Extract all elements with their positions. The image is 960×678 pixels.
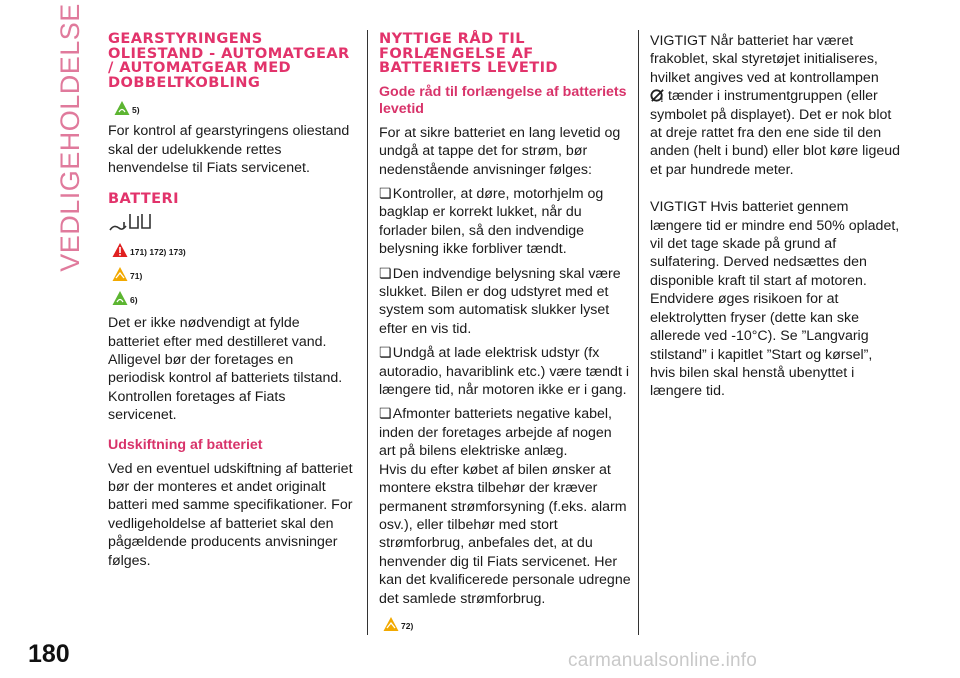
- paragraph-steering-init: [650, 32, 900, 179]
- bullet-doors-closed: ❏ Kontroller, at døre, motorhjelm og bagklap er korrekt lukket, når du forlader bilen, så den indvendige belysning ikke forbliver tændt.: [379, 185, 631, 259]
- heading-gear-oil: GEARSTYRINGENS OLIESTAND - AUTOMATGEAR / AUTOMATGEAR MED DOBBELTKOBLING: [108, 30, 350, 91]
- paragraph-steering-init-start: VIGTIGT Når batteriet har været frakoblet, skal styretøjet initialiseres, hvilket angives ved at kontrollampen: [650, 33, 879, 86]
- paragraph-extra-accessories: Hvis du efter købet af bilen ønsker at montere ekstra tilbehør der kræver permanent strømforsyning (f.eks. alarm osv.), eller tilbehør med stort strømforbrug, anbefales det, at du henvender dig til Fiats servicenet. Her kan det kvalificerede personale udregne det samlede strømforbrug.: [379, 461, 631, 607]
- steering-warning-icon: [650, 88, 665, 103]
- warning-row-green-1: [114, 94, 354, 116]
- environment-warning-icon: [112, 290, 128, 306]
- column-3: [650, 32, 900, 401]
- watermark: carmanualsonline.info: [568, 650, 758, 671]
- caution-warning-icon: [112, 266, 128, 282]
- paragraph-gear-oil: For kontrol af gearstyringens oliestand skal der udelukkende rettes henvendelse til Fiats servicenet.: [108, 123, 350, 177]
- column-divider-1: [367, 30, 368, 635]
- subheading-battery-replacement: Udskiftning af batteriet: [108, 436, 263, 453]
- paragraph-steering-init-end: tænder i instrumentgruppen (eller symbolet på displayet). Det er nok blot at dreje rattet fra den ene side til den anden (helt i bund) eller blot køre ligeud et par hundrede meter.: [650, 88, 901, 178]
- paragraph-battery-replacement: Ved en eventuel udskiftning af batteriet bør der monteres et andet originalt batteri med samme specifikationer. For vedligeholdelse af batteriet skal den pågældende producents anvisninger følges.: [108, 460, 353, 569]
- bullet-negative-cable: ❏ Afmonter batteriets negative kabel, inden der foretages arbejde af nogen art på bilens elektriske anlæg.: [379, 405, 631, 460]
- caution-warning-icon: [383, 616, 399, 632]
- warning-row-green-2: [112, 284, 354, 306]
- paragraph-intro: For at sikre batteriet en lang levetid og undgå at tappe det for strøm, bør nedenstående anvisninger følges:: [379, 124, 621, 178]
- battery-symbol: [108, 212, 354, 236]
- danger-warning-icon: [112, 242, 128, 258]
- warning-row-orange: [383, 610, 631, 632]
- paragraph-battery-charge-level: VIGTIGT Hvis batteriet gennem længere tid er mindre end 50% opladet, vil det tage skade på grund af sulfatering. Derved nedsættes den disponible kraft til start af motoren. Endvidere øges risikoen for at elektrolytten fryser (dette kan ske allerede ved -10°C). Se ”Langvarig stilstand” i kapitlet ”Start og kørsel”, hvis bilen skal henstå ubenyttet i længere tid.: [650, 199, 900, 400]
- bullet-interior-light: ❏ Den indvendige belysning skal være slukket. Bilen er dog udstyret med et system som automatisk slukker lyset efter en vis tid.: [379, 265, 631, 339]
- warning-ref: 71): [130, 271, 143, 282]
- battery-icon: [108, 212, 154, 234]
- warning-ref: 72): [401, 620, 414, 631]
- svg-text:!: !: [660, 96, 664, 104]
- environment-warning-icon: [114, 100, 130, 116]
- page-number: 180: [28, 640, 70, 668]
- warning-ref: 171) 172) 173): [130, 247, 186, 258]
- section-title-text: VEDLIGEHOLDELSE: [54, 3, 85, 272]
- section-side-title: [50, 3, 90, 272]
- warning-row-orange: [112, 260, 354, 282]
- column-1: [108, 32, 354, 570]
- paragraph-periodic-check: Alligevel bør der foretages en periodisk kontrol af batteriets tilstand. Kontrollen foretages af Fiats servicenet.: [108, 352, 343, 424]
- warning-ref: 6): [130, 295, 138, 306]
- warning-ref: 5): [132, 105, 140, 116]
- column-divider-2: [638, 30, 639, 635]
- subheading-battery-tips: Gode råd til forlængelse af batteriets levetid: [379, 83, 627, 117]
- bullet-electrical-equipment: ❏ Undgå at lade elektrisk udstyr (fx autoradio, havariblink etc.) være tændt i længere tid, når motoren ikke er i gang.: [379, 344, 631, 399]
- column-2: [379, 32, 631, 632]
- heading-battery: BATTERI: [108, 189, 179, 207]
- warning-row-red: [112, 236, 354, 258]
- heading-battery-life: NYTTIGE RÅD TIL FORLÆNGELSE AF BATTERIETS LEVETID: [379, 30, 558, 77]
- paragraph-no-distilled-water: Det er ikke nødvendigt at fylde batteriet efter med destilleret vand.: [108, 315, 327, 350]
